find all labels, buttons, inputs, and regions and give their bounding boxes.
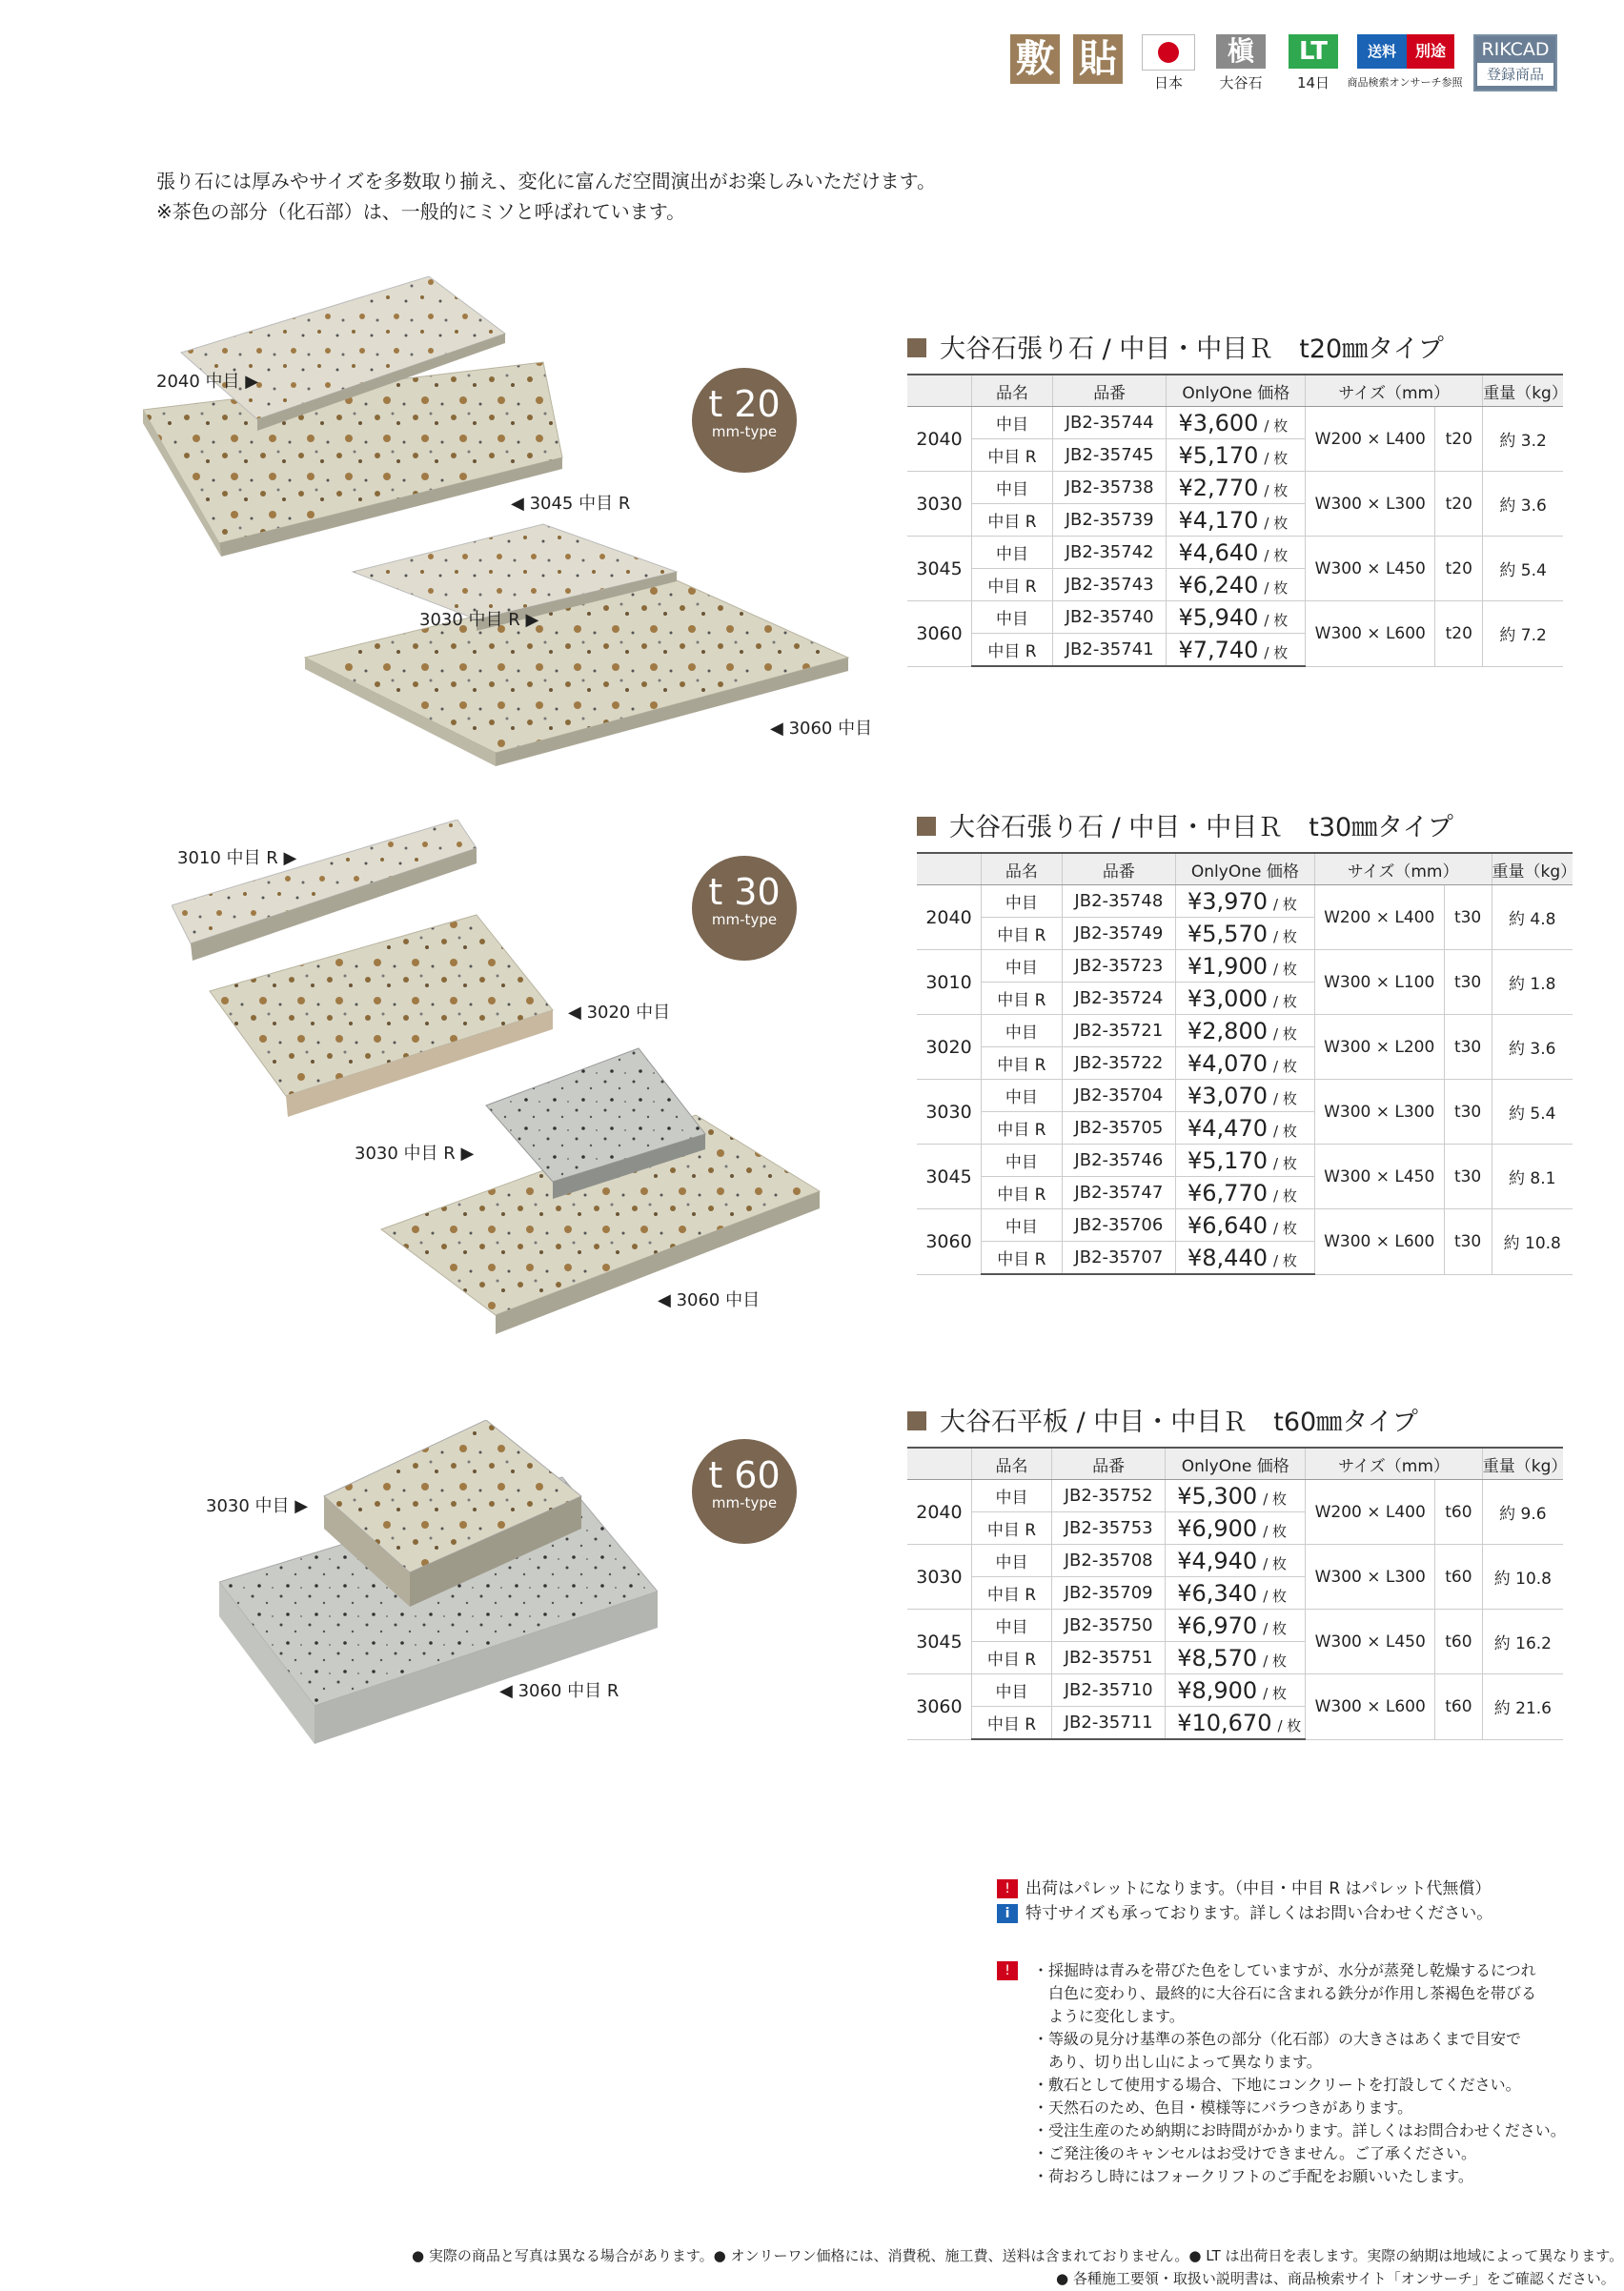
col-size: サイズ（mm） [1306,1448,1482,1480]
col-name: 品名 [981,853,1062,885]
table-header-row [907,1448,1563,1480]
table-row [907,601,1563,634]
caution-item: ・受注生産のため納期にお時間がかかります。詳しくはお問合わせください。 [1033,2121,1566,2139]
caution-item: ・等級の見分け基準の茶色の部分（化石部）の大きさはあくまで目安で [1033,2030,1522,2048]
item-code: JB2-35746 [1062,1145,1175,1177]
badge-thickness: t 20 [708,383,781,425]
material-icon: 槇 [1216,34,1266,69]
table-row [907,1545,1563,1577]
item-name: 中目 R [981,1112,1062,1145]
table-row [907,1674,1563,1707]
spec-table-t60 [907,1447,1568,1740]
caution-item: ・天然石のため、色目・模様等にバラつきがあります。 [1033,2098,1413,2117]
item-code: JB2-35721 [1062,1015,1175,1047]
weight: 約 7.2 [1483,601,1563,667]
size-group: 3010 [917,950,981,1015]
size-dimensions: W300 × L300 [1306,472,1435,537]
item-price: ¥2,800 / 枚 [1176,1015,1315,1047]
item-code: JB2-35706 [1062,1209,1175,1242]
item-price: ¥4,070 / 枚 [1176,1047,1315,1080]
col-name: 品名 [971,1448,1051,1480]
item-price: ¥5,170 / 枚 [1167,439,1306,472]
item-price: ¥1,900 / 枚 [1176,950,1315,983]
item-name: 中目 [981,950,1062,983]
info-icon: i [997,1904,1018,1923]
size-dimensions: W300 × L450 [1314,1145,1444,1209]
table-row [907,472,1563,504]
size-dimensions: W300 × L600 [1306,601,1435,667]
section-title-t30: 大谷石張り石 / 中目・中目Ｒ t30㎜タイプ [917,806,1453,843]
size-dimensions: W300 × L100 [1314,950,1444,1015]
size-group: 3060 [917,1209,981,1275]
thickness: t30 [1444,1209,1492,1275]
item-code: JB2-35743 [1052,569,1166,601]
item-price: ¥5,940 / 枚 [1167,601,1306,634]
item-name: 中目 R [972,439,1053,472]
item-code: JB2-35711 [1052,1707,1166,1740]
thickness: t30 [1444,1080,1492,1145]
thickness: t20 [1435,601,1483,667]
thickness: t20 [1435,472,1483,537]
item-price: ¥3,600 / 枚 [1167,407,1306,439]
size-group: 3060 [907,601,972,667]
col-name: 品名 [972,375,1053,407]
item-code: JB2-35708 [1052,1545,1166,1577]
badge-thickness: t 60 [708,1454,781,1496]
item-code: JB2-35753 [1052,1512,1166,1545]
item-code: JB2-35742 [1052,537,1166,569]
item-price: ¥5,170 / 枚 [1176,1145,1315,1177]
weight: 約 9.6 [1482,1480,1563,1545]
size-dimensions: W200 × L400 [1314,885,1444,950]
size-group: 3045 [907,537,972,601]
thickness: t20 [1435,407,1483,472]
item-code: JB2-35750 [1052,1610,1166,1642]
weight: 約 16.2 [1482,1610,1563,1674]
shipping-extra-badge: 別途 [1407,34,1454,69]
item-name: 中目 R [972,504,1053,537]
item-name: 中目 [981,1080,1062,1112]
shipping-label: 商品検索オンサーチ参照 [1347,76,1463,89]
t60-badge [692,1439,797,1544]
size-group: 2040 [907,1480,971,1545]
col-group [917,853,981,885]
hari-icon: 貼 [1073,34,1123,84]
stone-label: 3010 中目 R ▶ [177,848,297,868]
shiki-icon: 敷 [1010,34,1060,84]
table-row [917,885,1573,918]
size-group: 2040 [917,885,981,950]
item-code: JB2-35738 [1052,472,1166,504]
caution-list [1033,1959,1566,2188]
t20-stone-illustration [143,257,867,829]
item-code: JB2-35709 [1052,1577,1166,1610]
weight: 約 10.8 [1492,1209,1573,1275]
item-name: 中目 R [972,634,1053,667]
weight: 約 10.8 [1482,1545,1563,1610]
size-group: 3020 [917,1015,981,1080]
item-price: ¥5,570 / 枚 [1176,918,1315,950]
item-price: ¥8,440 / 枚 [1176,1242,1315,1275]
table-row [917,1080,1573,1112]
stone-label: ◀ 3060 中目 R [499,1681,619,1701]
col-price: OnlyOne 価格 [1167,375,1306,407]
item-code: JB2-35751 [1052,1642,1166,1674]
col-group [907,375,972,407]
weight: 約 5.4 [1483,537,1563,601]
stone-label: 3030 中目 R ▶ [355,1144,475,1164]
weight: 約 8.1 [1492,1145,1573,1209]
col-weight: 重量（kg） [1492,853,1573,885]
col-price: OnlyOne 価格 [1176,853,1315,885]
item-price: ¥8,900 / 枚 [1166,1674,1306,1707]
japan-flag-icon [1142,34,1195,71]
item-name: 中目 [972,407,1053,439]
warning-block [997,1959,1566,2188]
item-code: JB2-35710 [1052,1674,1166,1707]
badge-type: mm-type [711,423,778,440]
size-dimensions: W300 × L450 [1306,537,1435,601]
item-price: ¥3,070 / 枚 [1176,1080,1315,1112]
item-code: JB2-35752 [1052,1480,1166,1512]
item-name: 中目 [981,1015,1062,1047]
thickness: t30 [1444,1015,1492,1080]
item-price: ¥10,670 / 枚 [1166,1707,1306,1740]
intro-line1: 張り石には厚みやサイズを多数取り揃え、変化に富んだ空間演出がお楽しみいただけます。 [156,170,936,193]
table-header-row [917,853,1573,885]
table-row [917,1015,1573,1047]
thickness: t60 [1435,1674,1483,1740]
weight: 約 4.8 [1492,885,1573,950]
size-dimensions: W300 × L300 [1314,1080,1444,1145]
shipping-note: ! 出荷はパレットになります。（中目・中目 R はパレット代無償） [997,1877,1491,1900]
item-code: JB2-35739 [1052,504,1166,537]
size-group: 3030 [907,472,972,537]
t60-stone-illustration [219,1420,658,1763]
col-size: サイズ（mm） [1306,375,1483,407]
item-price: ¥2,770 / 枚 [1167,472,1306,504]
footer-line2: ● 各種施工要領・取扱い説明書は、商品検索サイト「オンサーチ」をご確認ください。 [1056,2270,1615,2287]
thickness: t30 [1444,885,1492,950]
weight: 約 1.8 [1492,950,1573,1015]
col-code: 品番 [1052,375,1166,407]
lt-label: 14日 [1296,74,1330,91]
size-dimensions: W300 × L450 [1306,1610,1435,1674]
rikcad-badge [1473,34,1557,91]
section-title-t60: 大谷石平板 / 中目・中目Ｒ t60㎜タイプ [907,1401,1418,1438]
item-name: 中目 R [971,1642,1051,1674]
item-name: 中目 [981,1145,1062,1177]
square-bullet-icon [907,1411,926,1430]
item-name: 中目 R [971,1707,1051,1740]
item-code: JB2-35707 [1062,1242,1175,1275]
item-price: ¥4,640 / 枚 [1167,537,1306,569]
intro-line2: ※茶色の部分（化石部）は、一般的にミソと呼ばれています。 [156,200,686,223]
col-group [907,1448,971,1480]
item-name: 中目 R [971,1577,1051,1610]
caution-item: ・採掘時は青みを帯びた色をしていますが、水分が蒸発し乾燥するにつれ [1033,1961,1536,1979]
item-price: ¥4,170 / 枚 [1167,504,1306,537]
caution-item: 白色に変わり、最終的に大谷石に含まれる鉄分が作用し茶褐色を帯びる [1033,1984,1537,2002]
section-title-t20: 大谷石張り石 / 中目・中目Ｒ t20㎜タイプ [907,328,1444,365]
spec-table-t20 [907,374,1568,667]
item-code: JB2-35744 [1052,407,1166,439]
lt-icon: LT [1289,34,1338,69]
size-group: 3030 [907,1545,971,1610]
table-row [917,1145,1573,1177]
col-code: 品番 [1052,1448,1166,1480]
item-price: ¥7,740 / 枚 [1167,634,1306,667]
table-row [917,1209,1573,1242]
item-name: 中目 R [981,1242,1062,1275]
caution-item: ・敷石として使用する場合、下地にコンクリートを打設してください。 [1033,2076,1521,2094]
item-code: JB2-35741 [1052,634,1166,667]
col-size: サイズ（mm） [1314,853,1492,885]
caution-item: あり、切り出し山によって異なります。 [1033,2053,1322,2071]
table-row [907,1480,1563,1512]
item-name: 中目 [971,1480,1051,1512]
custom-size-note: i 特寸サイズも承っております。詳しくはお問い合わせください。 [997,1902,1492,1925]
item-price: ¥6,900 / 枚 [1166,1512,1306,1545]
item-code: JB2-35723 [1062,950,1175,983]
item-price: ¥6,340 / 枚 [1166,1577,1306,1610]
item-price: ¥4,470 / 枚 [1176,1112,1315,1145]
stone-label: ◀ 3060 中目 [658,1290,761,1310]
item-price: ¥6,970 / 枚 [1166,1610,1306,1642]
item-price: ¥6,770 / 枚 [1176,1177,1315,1209]
square-bullet-icon [917,817,936,836]
item-price: ¥5,300 / 枚 [1166,1480,1306,1512]
warning-icon: ! [997,1879,1018,1898]
rikcad-bottom: 登録商品 [1477,63,1553,86]
item-price: ¥4,940 / 枚 [1166,1545,1306,1577]
item-code: JB2-35748 [1062,885,1175,918]
caution-item: ように変化します。 [1033,2007,1185,2025]
item-code: JB2-35704 [1062,1080,1175,1112]
weight: 約 3.2 [1483,407,1563,472]
item-name: 中目 R [981,1047,1062,1080]
table-row [907,407,1563,439]
thickness: t20 [1435,537,1483,601]
item-price: ¥8,570 / 枚 [1166,1642,1306,1674]
table-header-row [907,375,1563,407]
item-code: JB2-35740 [1052,601,1166,634]
size-dimensions: W300 × L300 [1306,1545,1435,1610]
item-name: 中目 R [971,1512,1051,1545]
item-name: 中目 R [981,1177,1062,1209]
item-name: 中目 R [981,983,1062,1015]
caution-item: ・ご発注後のキャンセルはお受けできません。ご了承ください。 [1033,2144,1476,2162]
stone-label: ◀ 3020 中目 [568,1003,671,1023]
item-name: 中目 [972,537,1053,569]
col-price: OnlyOne 価格 [1166,1448,1306,1480]
rikcad-top: RIKCAD [1481,39,1550,60]
item-price: ¥3,000 / 枚 [1176,983,1315,1015]
col-weight: 重量（kg） [1483,375,1563,407]
shipping-truck-icon: 送料 [1357,34,1407,69]
item-name: 中目 [972,472,1053,504]
item-price: ¥3,970 / 枚 [1176,885,1315,918]
item-name: 中目 [972,601,1053,634]
size-dimensions: W200 × L400 [1306,407,1435,472]
weight: 約 5.4 [1492,1080,1573,1145]
table-row [917,950,1573,983]
size-dimensions: W300 × L600 [1314,1209,1444,1275]
item-code: JB2-35747 [1062,1177,1175,1209]
intro-text [156,166,936,227]
item-name: 中目 R [981,918,1062,950]
size-group: 3045 [917,1145,981,1209]
col-weight: 重量（kg） [1482,1448,1563,1480]
item-code: JB2-35724 [1062,983,1175,1015]
item-price: ¥6,640 / 枚 [1176,1209,1315,1242]
thickness: t60 [1435,1480,1483,1545]
item-price: ¥6,240 / 枚 [1167,569,1306,601]
t20-badge [692,368,797,473]
badge-type: mm-type [711,1494,778,1511]
size-group: 3045 [907,1610,971,1674]
item-name: 中目 R [972,569,1053,601]
stone-label: ◀ 3060 中目 [770,719,873,739]
caution-item: ・荷おろし時にはフォークリフトのご手配をお願いいたします。 [1033,2167,1473,2185]
weight: 約 3.6 [1483,472,1563,537]
item-name: 中目 [981,885,1062,918]
spec-table-t30 [917,852,1577,1275]
stone-label: 3030 中目 ▶ [206,1496,309,1516]
badge-type: mm-type [711,911,778,928]
footer-line1: ● 実際の商品と写真は異なる場合があります。● オンリーワン価格には、消費税、施工費、送料は含まれておりません。● LT は出荷日を表します。実際の納期は地域によって異なります。 [412,2247,1624,2264]
table-row [907,1610,1563,1642]
item-name: 中目 [971,1545,1051,1577]
thickness: t60 [1435,1610,1483,1674]
thickness: t30 [1444,1145,1492,1209]
size-group: 3060 [907,1674,971,1740]
thickness: t30 [1444,950,1492,1015]
item-code: JB2-35722 [1062,1047,1175,1080]
item-code: JB2-35749 [1062,918,1175,950]
size-dimensions: W200 × L400 [1306,1480,1435,1545]
t30-badge [692,856,797,961]
thickness: t60 [1435,1545,1483,1610]
stone-label: ◀ 3045 中目 R [511,494,631,514]
origin-label: 日本 [1153,74,1183,91]
table-row [907,537,1563,569]
item-name: 中目 [971,1674,1051,1707]
size-group: 3030 [917,1080,981,1145]
col-code: 品番 [1062,853,1175,885]
size-dimensions: W300 × L600 [1306,1674,1435,1740]
square-bullet-icon [907,338,926,357]
item-code: JB2-35745 [1052,439,1166,472]
weight: 約 3.6 [1492,1015,1573,1080]
stone-label: 3030 中目 R ▶ [419,610,539,630]
badge-thickness: t 30 [708,871,781,913]
size-dimensions: W300 × L200 [1314,1015,1444,1080]
weight: 約 21.6 [1482,1674,1563,1740]
item-code: JB2-35705 [1062,1112,1175,1145]
item-name: 中目 [971,1610,1051,1642]
stone-label: 2040 中目 ▶ [156,372,259,392]
material-label: 大谷石 [1219,74,1263,91]
warning-icon: ! [997,1961,1018,1980]
item-name: 中目 [981,1209,1062,1242]
size-group: 2040 [907,407,972,472]
